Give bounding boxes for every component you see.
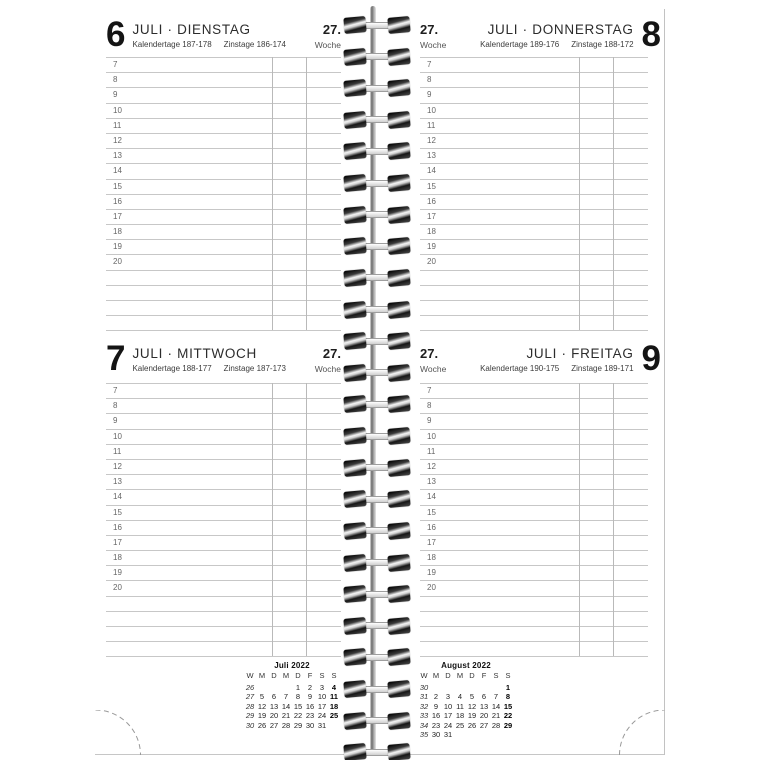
spiral-clip — [343, 364, 366, 382]
weekday-header: S — [505, 671, 511, 681]
spiral-clip — [343, 554, 366, 572]
day-cell: 3 — [445, 692, 451, 702]
day-cell — [442, 683, 454, 693]
day-cell: 4 — [457, 692, 463, 702]
day-cell: 16 — [305, 701, 315, 711]
hour-label: 18 — [113, 553, 122, 563]
day-cell: 26 — [467, 720, 477, 730]
hour-label: 19 — [427, 568, 436, 578]
week-label: Woche — [420, 40, 447, 50]
weekday-header: F — [307, 671, 313, 681]
hour-label: 17 — [113, 537, 122, 547]
spiral-clip — [343, 522, 366, 540]
day-cell: 14 — [281, 701, 291, 711]
day-cell: 22 — [293, 711, 303, 721]
day-cell — [268, 683, 280, 693]
weekday-header: D — [295, 671, 301, 681]
week-label: Woche — [314, 364, 341, 374]
spiral-clip — [387, 396, 410, 414]
day-cell: 28 — [281, 720, 291, 730]
week-number-cell: 31 — [419, 692, 429, 702]
spiral-clip — [343, 206, 366, 224]
week-number-cell: 30 — [419, 682, 429, 692]
calendar-week-row — [244, 702, 340, 712]
spiral-clip — [343, 712, 366, 730]
spiral-clip — [387, 206, 410, 224]
week-number-cell: 27 — [245, 692, 255, 702]
grid-column-divider — [272, 57, 273, 330]
weekday-header: D — [469, 671, 475, 681]
day-cell: 10 — [317, 692, 327, 702]
calendar-week-row — [418, 702, 514, 712]
spiral-clip — [343, 237, 366, 255]
sunday-cell: 4 — [331, 682, 337, 692]
hour-label: 7 — [113, 60, 118, 69]
day-subtitle — [472, 364, 634, 373]
hour-label: 8 — [427, 401, 432, 411]
day-cell: 8 — [295, 692, 301, 702]
day-cell: 16 — [431, 711, 441, 721]
grid-column-divider — [306, 57, 307, 330]
page-right-edge — [664, 9, 665, 755]
mini-calendar-august — [418, 661, 514, 740]
day-cell: 30 — [431, 730, 441, 740]
day-header-dienstag — [106, 15, 341, 55]
spiral-clip — [387, 143, 410, 161]
spiral-clip — [343, 332, 366, 350]
spiral-clip — [387, 269, 410, 287]
weekday-header: D — [271, 671, 277, 681]
day-cell: 1 — [295, 682, 301, 692]
day-header-donnerstag — [420, 15, 660, 55]
grid-column-divider — [613, 57, 614, 330]
spiral-clip — [343, 48, 366, 66]
hour-label: 9 — [427, 90, 432, 100]
weekday-header: M — [456, 671, 464, 681]
day-cell — [454, 683, 466, 693]
day-cell: 24 — [443, 720, 453, 730]
corner-perforation-left — [95, 710, 141, 756]
day-cell: 23 — [305, 711, 315, 721]
weekday-header: M — [258, 671, 266, 681]
hour-label: 16 — [427, 522, 436, 532]
spiral-clip — [387, 585, 410, 603]
sunday-cell: 11 — [330, 692, 338, 702]
hour-label: 7 — [427, 60, 432, 69]
hour-label: 13 — [427, 477, 436, 487]
hour-label: 10 — [113, 105, 122, 115]
hour-label: 20 — [427, 257, 436, 267]
spiral-clip — [387, 617, 410, 635]
day-titles — [472, 19, 634, 49]
day-cell: 24 — [317, 711, 327, 721]
spiral-clip — [343, 427, 366, 445]
calendar-week-row — [418, 730, 514, 740]
hour-label: 17 — [427, 537, 436, 547]
hour-label: 16 — [113, 196, 122, 206]
spiral-clip — [387, 174, 410, 192]
week-number-cell: 34 — [419, 720, 429, 730]
day-cell: 19 — [467, 711, 477, 721]
hour-label: 14 — [113, 492, 122, 502]
spiral-clip — [387, 743, 410, 760]
day-cell: 14 — [491, 701, 501, 711]
mini-calendar-title: Juli 2022 — [274, 661, 310, 670]
day-subtitle — [472, 40, 634, 49]
hour-label: 13 — [113, 151, 122, 161]
spiral-clip — [343, 648, 366, 666]
spiral-clip — [343, 396, 366, 414]
spiral-clip — [343, 743, 366, 760]
calendar-week-row — [244, 683, 340, 693]
day-title: JULI · MITTWOCH — [132, 346, 257, 361]
day-cell: 17 — [317, 701, 327, 711]
day-cell: 19 — [257, 711, 267, 721]
sunday-cell: 25 — [329, 711, 339, 721]
spiral-clip — [387, 301, 410, 319]
week-number-cell: 32 — [419, 701, 429, 711]
day-cell: 10 — [443, 701, 453, 711]
hour-label: 10 — [427, 431, 436, 441]
spiral-clip — [343, 16, 366, 34]
day-cell: 7 — [493, 692, 499, 702]
hour-label: 11 — [113, 446, 122, 456]
mini-calendar-juli — [244, 661, 340, 730]
week-label: Woche — [314, 40, 341, 50]
hour-label: 17 — [427, 211, 436, 221]
day-cell: 2 — [433, 692, 439, 702]
day-cell: 27 — [479, 720, 489, 730]
sunday-cell: 15 — [503, 701, 513, 711]
zinstage-text: Zinstage 188-172 — [571, 40, 634, 49]
calendar-week-row — [418, 683, 514, 693]
week-block — [289, 343, 341, 374]
day-cell — [490, 683, 502, 693]
day-header-freitag — [420, 339, 660, 379]
spiral-clip — [387, 490, 410, 508]
kalendertage-text: Kalendertage 190-175 — [480, 364, 560, 373]
schedule-grid-mittwoch — [106, 383, 341, 657]
kalendertage-text: Kalendertage 187-178 — [132, 40, 212, 49]
day-cell: 26 — [257, 720, 267, 730]
spiral-clip — [387, 237, 410, 255]
spiral-clip — [387, 648, 410, 666]
hour-label: 20 — [113, 257, 122, 267]
sunday-cell: 1 — [505, 682, 511, 692]
day-cell: 5 — [259, 692, 265, 702]
hour-label: 15 — [113, 507, 122, 517]
sunday-cell: 29 — [503, 720, 513, 730]
hour-label: 15 — [427, 507, 436, 517]
spiral-clip — [343, 79, 366, 97]
day-cell — [256, 683, 268, 693]
spiral-clip — [343, 174, 366, 192]
hour-label: 7 — [427, 386, 432, 395]
day-cell: 12 — [467, 701, 477, 711]
day-cell — [328, 721, 340, 731]
hour-label: 15 — [427, 181, 436, 191]
spiral-clip — [387, 332, 410, 350]
hour-label: 9 — [113, 90, 118, 100]
day-cell — [454, 730, 466, 740]
day-cell: 25 — [455, 720, 465, 730]
weekday-header: F — [481, 671, 487, 681]
zinstage-text: Zinstage 186-174 — [223, 40, 286, 49]
spiral-clip — [387, 522, 410, 540]
calendar-week-row — [418, 721, 514, 731]
week-block — [289, 19, 341, 50]
hour-label: 18 — [427, 553, 436, 563]
hour-label: 15 — [113, 181, 122, 191]
spiral-clip — [387, 680, 410, 698]
day-cell: 2 — [307, 682, 313, 692]
spiral-clip — [387, 364, 410, 382]
day-cell: 7 — [283, 692, 289, 702]
spiral-clip — [343, 459, 366, 477]
spiral-clip — [387, 111, 410, 129]
grid-column-divider — [272, 383, 273, 656]
hour-label: 17 — [113, 211, 122, 221]
hour-label: 16 — [427, 196, 436, 206]
day-cell: 11 — [456, 701, 464, 711]
day-cell: 28 — [491, 720, 501, 730]
hour-label: 19 — [113, 242, 122, 252]
day-cell: 29 — [293, 720, 303, 730]
hour-label: 18 — [113, 227, 122, 237]
hour-label: 10 — [427, 105, 436, 115]
hour-label: 13 — [113, 477, 122, 487]
schedule-grid-dienstag — [106, 57, 341, 331]
day-number: 6 — [106, 15, 125, 54]
calendar-week-row — [418, 711, 514, 721]
mini-calendar-table — [244, 671, 340, 730]
day-cell: 31 — [443, 730, 453, 740]
day-cell: 21 — [281, 711, 291, 721]
hour-label: 14 — [113, 166, 122, 176]
day-cell: 15 — [293, 701, 303, 711]
day-cell — [502, 730, 514, 740]
weekday-header: W — [420, 671, 428, 681]
hour-label: 7 — [113, 386, 118, 395]
hour-label: 16 — [113, 522, 122, 532]
spiral-clip — [387, 712, 410, 730]
spiral-clip — [343, 301, 366, 319]
sunday-cell: 18 — [329, 701, 339, 711]
spiral-clip — [387, 554, 410, 572]
day-titles — [132, 19, 289, 49]
mini-calendar-title: August 2022 — [441, 661, 491, 670]
day-cell — [478, 683, 490, 693]
day-cell: 3 — [319, 682, 325, 692]
spiral-clip — [387, 427, 410, 445]
day-cell — [478, 730, 490, 740]
hour-label: 8 — [427, 75, 432, 85]
hour-label: 18 — [427, 227, 436, 237]
day-cell: 18 — [455, 711, 465, 721]
spiral-clip — [343, 617, 366, 635]
weekday-header: S — [331, 671, 337, 681]
day-cell: 17 — [443, 711, 453, 721]
week-block — [420, 19, 472, 50]
grid-column-divider — [579, 57, 580, 330]
kalendertage-text: Kalendertage 188-177 — [132, 364, 212, 373]
zinstage-text: Zinstage 187-173 — [223, 364, 286, 373]
schedule-grid-donnerstag — [420, 57, 648, 331]
day-cell: 6 — [271, 692, 277, 702]
calendar-week-row — [244, 721, 340, 731]
day-cell: 20 — [479, 711, 489, 721]
spiral-clip — [387, 48, 410, 66]
day-number: 8 — [641, 15, 660, 54]
hour-label: 19 — [113, 568, 122, 578]
hour-label: 19 — [427, 242, 436, 252]
sunday-cell: 8 — [505, 692, 511, 702]
spiral-clip — [343, 585, 366, 603]
weekday-header: S — [493, 671, 499, 681]
day-cell — [430, 683, 442, 693]
spiral-clip — [343, 143, 366, 161]
day-cell: 20 — [269, 711, 279, 721]
day-cell — [490, 730, 502, 740]
day-cell: 21 — [491, 711, 501, 721]
day-cell: 5 — [469, 692, 475, 702]
mini-calendar-table — [418, 671, 514, 740]
hour-label: 9 — [427, 416, 432, 426]
week-number: 27. — [322, 346, 341, 361]
day-cell: 9 — [433, 701, 439, 711]
weekday-header: S — [319, 671, 325, 681]
sunday-cell: 22 — [503, 711, 513, 721]
day-cell: 6 — [481, 692, 487, 702]
day-subtitle — [132, 364, 289, 373]
week-number-cell: 30 — [245, 720, 255, 730]
day-header-mittwoch — [106, 339, 341, 379]
calendar-week-row — [244, 692, 340, 702]
corner-perforation-right — [619, 710, 665, 756]
week-number-cell: 35 — [419, 730, 429, 740]
hour-label: 12 — [113, 461, 122, 471]
day-title: JULI · DIENSTAG — [132, 22, 251, 37]
day-title: JULI · DONNERSTAG — [487, 22, 634, 37]
day-number: 7 — [106, 339, 125, 378]
hour-label: 20 — [113, 583, 122, 593]
calendar-week-row — [244, 711, 340, 721]
hour-label: 20 — [427, 583, 436, 593]
weekday-header: M — [282, 671, 290, 681]
hour-label: 12 — [427, 135, 436, 145]
hour-label: 11 — [427, 446, 436, 456]
day-cell: 13 — [479, 701, 489, 711]
kalendertage-text: Kalendertage 189-176 — [480, 40, 560, 49]
week-block — [420, 343, 472, 374]
day-cell: 23 — [431, 720, 441, 730]
week-number: 27. — [322, 22, 341, 37]
hour-label: 8 — [113, 401, 118, 411]
hour-label: 8 — [113, 75, 118, 85]
day-titles — [132, 343, 289, 373]
week-label: Woche — [420, 364, 447, 374]
day-cell: 13 — [269, 701, 279, 711]
week-number: 27. — [420, 346, 439, 361]
grid-column-divider — [613, 383, 614, 656]
day-number: 9 — [641, 339, 660, 378]
calendar-week-row — [418, 692, 514, 702]
week-number-cell: 28 — [245, 701, 255, 711]
spiral-clip — [387, 79, 410, 97]
hour-label: 14 — [427, 166, 436, 176]
weekday-header: W — [246, 671, 254, 681]
hour-label: 13 — [427, 151, 436, 161]
day-cell — [466, 730, 478, 740]
hour-label: 12 — [113, 135, 122, 145]
grid-column-divider — [579, 383, 580, 656]
day-cell: 27 — [269, 720, 279, 730]
hour-label: 10 — [113, 431, 122, 441]
schedule-grid-freitag — [420, 383, 648, 657]
hour-label: 14 — [427, 492, 436, 502]
spiral-clip — [387, 459, 410, 477]
spiral-clip — [343, 111, 366, 129]
week-number-cell: 29 — [245, 711, 255, 721]
spiral-clip — [387, 16, 410, 34]
day-cell — [466, 683, 478, 693]
day-cell: 12 — [257, 701, 267, 711]
zinstage-text: Zinstage 189-171 — [571, 364, 634, 373]
day-cell — [280, 683, 292, 693]
week-number-cell: 33 — [419, 711, 429, 721]
hour-label: 11 — [113, 120, 122, 130]
weekday-header: M — [432, 671, 440, 681]
hour-label: 12 — [427, 461, 436, 471]
day-subtitle — [132, 40, 289, 49]
day-title: JULI · FREITAG — [526, 346, 634, 361]
week-number-cell: 26 — [245, 682, 255, 692]
week-number: 27. — [420, 22, 439, 37]
spiral-clip — [343, 269, 366, 287]
weekday-header: D — [445, 671, 451, 681]
spiral-clip — [343, 490, 366, 508]
day-titles — [472, 343, 634, 373]
spiral-clip — [343, 680, 366, 698]
hour-label: 11 — [427, 120, 436, 130]
hour-label: 9 — [113, 416, 118, 426]
grid-column-divider — [306, 383, 307, 656]
day-cell: 31 — [317, 720, 327, 730]
day-cell: 30 — [305, 720, 315, 730]
day-cell: 9 — [307, 692, 313, 702]
